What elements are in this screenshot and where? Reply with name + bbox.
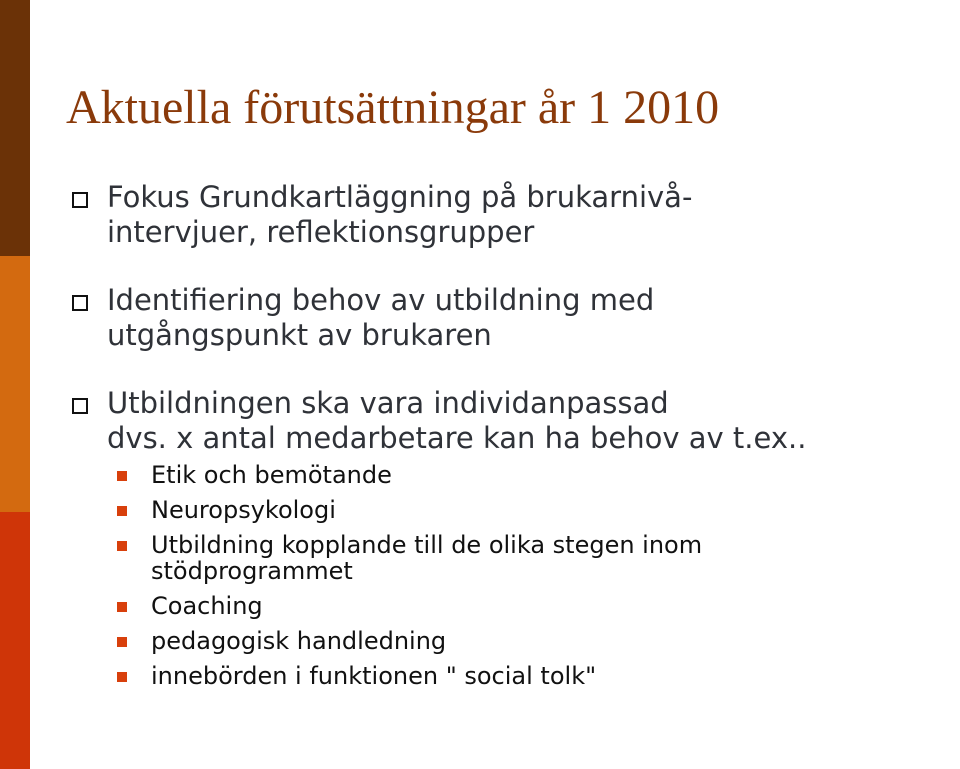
- sub-bullet-text-line: Coaching: [151, 592, 263, 620]
- bullet-text-line: dvs. x antal medarbetare kan ha behov av t.ex..: [107, 421, 807, 455]
- accent-bar-top: [0, 0, 30, 256]
- accent-bar-middle: [0, 256, 30, 512]
- bullet-text-line: Identifiering behov av utbildning med: [107, 283, 655, 317]
- sub-bullet-item: [107, 628, 946, 654]
- sub-bullet-item: [107, 663, 946, 689]
- filled-square-icon: [117, 637, 127, 647]
- sub-bullet-item: [107, 497, 946, 523]
- sub-bullet-text-line: Utbildning kopplande till de olika stegen inom: [151, 531, 703, 559]
- bullet-item: [66, 283, 946, 353]
- sub-bullet-item: [107, 532, 946, 584]
- filled-square-icon: [117, 541, 127, 551]
- sub-bullet-text-line: stödprogrammet: [151, 557, 353, 585]
- bullet-list: [66, 180, 946, 689]
- filled-square-icon: [117, 471, 127, 481]
- sub-bullet-list: [107, 462, 946, 689]
- filled-square-icon: [117, 602, 127, 612]
- bullet-text-line: intervjuer, reflektionsgrupper: [107, 215, 535, 249]
- bullet-item: [66, 180, 946, 250]
- sub-bullet-item: [107, 462, 946, 488]
- filled-square-icon: [117, 506, 127, 516]
- accent-bar-bottom: [0, 512, 30, 769]
- accent-bar: [0, 0, 30, 769]
- bullet-text-line: Utbildningen ska vara individanpassad: [107, 386, 669, 420]
- slide-title: Aktuella förutsättningar år 1 2010: [66, 81, 720, 134]
- hollow-square-icon: [72, 295, 88, 311]
- hollow-square-icon: [72, 398, 88, 414]
- bullet-text-line: utgångspunkt av brukaren: [107, 318, 492, 352]
- slide-content: [66, 180, 946, 698]
- hollow-square-icon: [72, 192, 88, 208]
- sub-bullet-text-line: innebörden i funktionen " social tolk": [151, 662, 597, 690]
- sub-bullet-text-line: Etik och bemötande: [151, 461, 392, 489]
- filled-square-icon: [117, 672, 127, 682]
- bullet-text-line: Fokus Grundkartläggning på brukarnivå-: [107, 180, 693, 214]
- bullet-item: [66, 386, 946, 689]
- sub-bullet-text-line: pedagogisk handledning: [151, 627, 447, 655]
- sub-bullet-item: [107, 593, 946, 619]
- sub-bullet-text-line: Neuropsykologi: [151, 496, 336, 524]
